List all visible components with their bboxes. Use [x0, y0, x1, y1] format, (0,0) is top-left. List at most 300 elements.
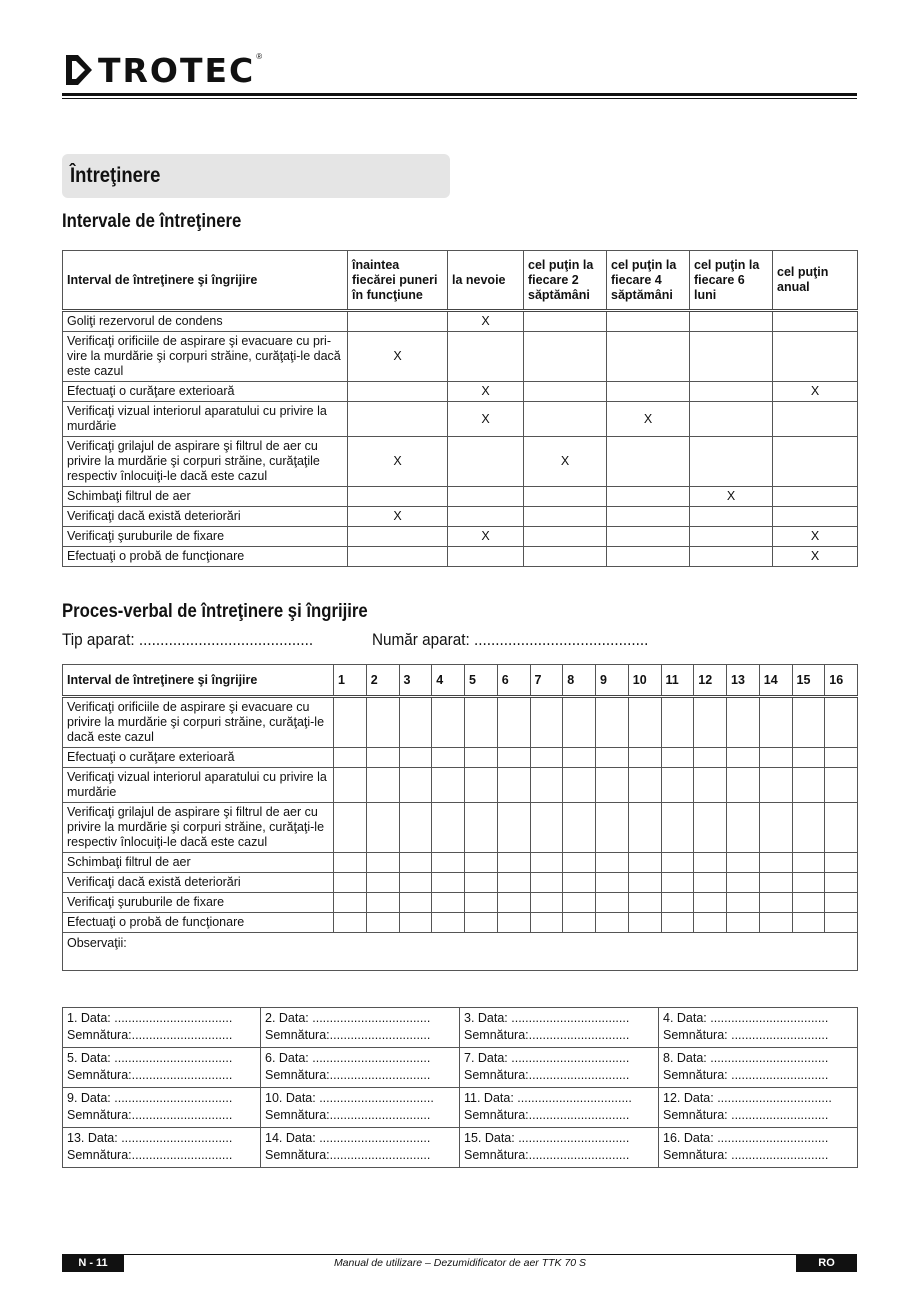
signature-cell[interactable] — [63, 1048, 261, 1088]
check-cell[interactable] — [596, 853, 629, 873]
check-cell[interactable] — [596, 913, 629, 933]
interval-number-header: 11 — [661, 665, 694, 697]
registered-mark: ® — [256, 51, 263, 61]
check-cell[interactable] — [465, 768, 498, 803]
mark-cell — [448, 332, 524, 382]
task-cell: Efectuaţi o probă de funcţionare — [63, 547, 348, 567]
check-cell[interactable] — [727, 748, 760, 768]
date-field: 15. Data: ................................ — [464, 1131, 630, 1145]
trotec-logo-mark — [64, 53, 94, 87]
signature-field: Semnătura:............................. — [265, 1108, 431, 1122]
check-cell[interactable] — [596, 748, 629, 768]
mark-cell: X — [348, 332, 448, 382]
check-cell[interactable] — [432, 873, 465, 893]
check-cell[interactable] — [825, 913, 858, 933]
table-row — [63, 768, 858, 803]
signature-field: Semnătura:............................. — [464, 1028, 630, 1042]
check-cell[interactable] — [628, 873, 661, 893]
task-cell: Goliţi rezervorul de condens — [63, 311, 348, 332]
check-cell[interactable] — [432, 748, 465, 768]
check-cell[interactable] — [465, 853, 498, 873]
check-cell[interactable] — [432, 768, 465, 803]
check-cell[interactable] — [334, 803, 367, 853]
mark-cell — [524, 487, 607, 507]
trotec-logo — [64, 50, 262, 90]
mark-cell — [348, 311, 448, 332]
table-row — [63, 311, 858, 332]
check-cell[interactable] — [628, 853, 661, 873]
date-field: 16. Data: ................................ — [663, 1131, 829, 1145]
task-cell: Verificaţi dacă există deteriorări — [63, 507, 348, 527]
footer-manual-title: Manual de utilizare – Dezumidificator de aer TTK 70 S — [333, 1257, 587, 1269]
check-cell[interactable] — [530, 768, 563, 803]
check-cell[interactable] — [727, 768, 760, 803]
date-field: 5. Data: .................................. — [67, 1051, 233, 1065]
interval-number-header: 6 — [497, 665, 530, 697]
interval-number-header: 10 — [628, 665, 661, 697]
signature-cell[interactable] — [460, 1008, 659, 1048]
check-cell[interactable] — [596, 697, 629, 748]
check-cell[interactable] — [366, 853, 399, 873]
check-cell[interactable] — [432, 893, 465, 913]
signature-field: Semnătura: ............................ — [663, 1028, 829, 1042]
check-cell[interactable] — [628, 893, 661, 913]
mark-cell — [448, 547, 524, 567]
check-cell[interactable] — [825, 748, 858, 768]
table-row — [63, 893, 858, 913]
check-cell[interactable] — [792, 873, 825, 893]
task-cell: Efectuaţi o curăţare exterioară — [63, 382, 348, 402]
check-cell[interactable] — [727, 893, 760, 913]
check-cell[interactable] — [628, 913, 661, 933]
signature-cell[interactable] — [659, 1128, 858, 1168]
mark-cell: X — [773, 547, 858, 567]
check-cell[interactable] — [792, 697, 825, 748]
date-field: 2. Data: .................................. — [265, 1011, 431, 1025]
date-field: 3. Data: .................................. — [464, 1011, 630, 1025]
date-field: 6. Data: .................................. — [265, 1051, 431, 1065]
check-cell[interactable] — [825, 873, 858, 893]
signature-field: Semnătura:............................. — [464, 1068, 630, 1082]
check-cell[interactable] — [727, 913, 760, 933]
signature-field: Semnătura:............................. — [67, 1068, 233, 1082]
date-field: 8. Data: .................................. — [663, 1051, 829, 1065]
mark-cell — [773, 507, 858, 527]
mark-cell — [773, 487, 858, 507]
check-cell[interactable] — [694, 803, 727, 853]
check-cell[interactable] — [759, 913, 792, 933]
mark-cell — [448, 507, 524, 527]
check-cell[interactable] — [366, 748, 399, 768]
mark-cell — [524, 527, 607, 547]
check-cell[interactable] — [366, 873, 399, 893]
signature-cell[interactable] — [63, 1088, 261, 1128]
mark-cell: X — [690, 487, 773, 507]
check-cell[interactable] — [465, 913, 498, 933]
log-title: Proces-verbal de întreţinere şi îngrijire — [62, 601, 368, 622]
check-cell[interactable] — [628, 768, 661, 803]
check-cell[interactable] — [628, 748, 661, 768]
check-cell[interactable] — [628, 697, 661, 748]
check-cell[interactable] — [497, 893, 530, 913]
device-type-field: Tip aparat: ......................................... — [62, 630, 314, 649]
check-cell[interactable] — [432, 803, 465, 853]
column-header: cel puţin anual — [773, 251, 858, 311]
check-cell[interactable] — [497, 853, 530, 873]
check-cell[interactable] — [530, 873, 563, 893]
signature-cell[interactable] — [659, 1088, 858, 1128]
signature-field: Semnătura:............................. — [265, 1148, 431, 1162]
interval-number-header: 13 — [727, 665, 760, 697]
check-cell[interactable] — [825, 893, 858, 913]
interval-number-header: 4 — [432, 665, 465, 697]
mark-cell: X — [348, 437, 448, 487]
check-cell[interactable] — [530, 913, 563, 933]
signature-cell[interactable] — [261, 1128, 460, 1168]
date-field: 4. Data: .................................. — [663, 1011, 829, 1025]
column-header: Interval de întreţinere şi îngrijire — [63, 665, 334, 697]
mark-cell — [348, 382, 448, 402]
signature-cell[interactable] — [261, 1048, 460, 1088]
check-cell[interactable] — [563, 803, 596, 853]
header-rule-thin — [62, 98, 857, 99]
signature-field: Semnătura:............................. — [67, 1148, 233, 1162]
language-badge: RO — [796, 1254, 857, 1272]
mark-cell — [690, 382, 773, 402]
check-cell[interactable] — [366, 913, 399, 933]
date-field: 10. Data: ................................. — [265, 1091, 434, 1105]
task-cell: Efectuaţi o probă de funcţionare — [63, 913, 334, 933]
check-cell[interactable] — [759, 893, 792, 913]
date-field: 14. Data: ................................ — [265, 1131, 431, 1145]
signature-field: Semnătura:............................. — [464, 1108, 630, 1122]
task-cell: Efectuaţi o curăţare exterioară — [63, 748, 334, 768]
log-table — [62, 664, 858, 971]
check-cell[interactable] — [399, 893, 432, 913]
check-cell[interactable] — [334, 913, 367, 933]
signature-cell[interactable] — [63, 1008, 261, 1048]
signature-cell[interactable] — [460, 1048, 659, 1088]
signature-cell[interactable] — [460, 1088, 659, 1128]
check-cell[interactable] — [563, 873, 596, 893]
check-cell[interactable] — [694, 697, 727, 748]
mark-cell: X — [448, 382, 524, 402]
check-cell[interactable] — [759, 873, 792, 893]
interval-number-header: 9 — [596, 665, 629, 697]
check-cell[interactable] — [465, 873, 498, 893]
signature-cell[interactable] — [659, 1048, 858, 1088]
check-cell[interactable] — [563, 768, 596, 803]
mark-cell — [348, 547, 448, 567]
check-cell[interactable] — [530, 748, 563, 768]
task-cell: Verificaţi dacă există deteriorări — [63, 873, 334, 893]
check-cell[interactable] — [661, 768, 694, 803]
check-cell[interactable] — [530, 893, 563, 913]
task-cell: Verificaţi orificiile de aspirare şi evacuare cu privire la murdărie şi corpuri străine, curăţaţi-le dacă este cazul — [63, 697, 334, 748]
check-cell[interactable] — [759, 853, 792, 873]
check-cell[interactable] — [432, 697, 465, 748]
signature-cell[interactable] — [460, 1128, 659, 1168]
check-cell[interactable] — [694, 913, 727, 933]
check-cell[interactable] — [334, 873, 367, 893]
mark-cell — [524, 332, 607, 382]
signature-field: Semnătura:............................. — [67, 1108, 233, 1122]
date-field: 7. Data: .................................. — [464, 1051, 630, 1065]
signature-cell[interactable] — [261, 1088, 460, 1128]
mark-cell — [690, 507, 773, 527]
signature-field: Semnătura: ............................ — [663, 1148, 829, 1162]
column-header: cel puţin la fiecare 6 luni — [690, 251, 773, 311]
mark-cell: X — [348, 507, 448, 527]
interval-number-header: 3 — [399, 665, 432, 697]
check-cell[interactable] — [694, 893, 727, 913]
check-cell[interactable] — [399, 853, 432, 873]
check-cell[interactable] — [334, 853, 367, 873]
check-cell[interactable] — [399, 873, 432, 893]
check-cell[interactable] — [497, 803, 530, 853]
check-cell[interactable] — [334, 768, 367, 803]
mark-cell — [524, 402, 607, 437]
date-field: 13. Data: ................................ — [67, 1131, 233, 1145]
column-header: cel puţin la fiecare 4 săptămâni — [607, 251, 690, 311]
table-row — [63, 527, 858, 547]
table-row — [63, 437, 858, 487]
mark-cell — [773, 311, 858, 332]
mark-cell — [607, 437, 690, 487]
check-cell[interactable] — [727, 803, 760, 853]
task-cell: Schimbaţi filtrul de aer — [63, 853, 334, 873]
mark-cell — [348, 402, 448, 437]
check-cell[interactable] — [825, 697, 858, 748]
interval-number-header: 8 — [563, 665, 596, 697]
check-cell[interactable] — [661, 803, 694, 853]
check-cell[interactable] — [727, 873, 760, 893]
check-cell[interactable] — [596, 893, 629, 913]
interval-number-header: 7 — [530, 665, 563, 697]
mark-cell — [690, 527, 773, 547]
check-cell[interactable] — [727, 697, 760, 748]
interval-number-header: 14 — [759, 665, 792, 697]
signature-row — [63, 1008, 858, 1048]
check-cell[interactable] — [792, 893, 825, 913]
check-cell[interactable] — [563, 853, 596, 873]
table-row — [63, 697, 858, 748]
mark-cell: X — [448, 311, 524, 332]
mark-cell: X — [607, 402, 690, 437]
interval-number-header: 2 — [366, 665, 399, 697]
check-cell[interactable] — [366, 768, 399, 803]
table-row — [63, 913, 858, 933]
check-cell[interactable] — [825, 768, 858, 803]
mark-cell — [607, 311, 690, 332]
task-cell: Verificaţi vizual interiorul aparatului cu privire la murdărie — [63, 402, 348, 437]
check-cell[interactable] — [661, 893, 694, 913]
check-cell[interactable] — [497, 913, 530, 933]
check-cell[interactable] — [465, 748, 498, 768]
mark-cell — [773, 402, 858, 437]
check-cell[interactable] — [694, 873, 727, 893]
check-cell[interactable] — [759, 803, 792, 853]
mark-cell: X — [524, 437, 607, 487]
check-cell[interactable] — [661, 853, 694, 873]
task-cell: Verificaţi şuruburile de fixare — [63, 527, 348, 547]
check-cell[interactable] — [530, 853, 563, 873]
check-cell[interactable] — [759, 697, 792, 748]
mark-cell — [524, 507, 607, 527]
device-number-field: Număr aparat: ......................................... — [372, 630, 649, 649]
log-header-row — [63, 665, 858, 697]
table-row — [63, 402, 858, 437]
check-cell[interactable] — [497, 697, 530, 748]
check-cell[interactable] — [465, 697, 498, 748]
mark-cell — [348, 527, 448, 547]
signature-row — [63, 1048, 858, 1088]
check-cell[interactable] — [792, 913, 825, 933]
check-cell[interactable] — [399, 913, 432, 933]
check-cell[interactable] — [825, 803, 858, 853]
check-cell[interactable] — [628, 803, 661, 853]
check-cell[interactable] — [596, 873, 629, 893]
observations-row — [63, 933, 858, 971]
mark-cell: X — [448, 402, 524, 437]
check-cell[interactable] — [497, 768, 530, 803]
column-header: cel puţin la fiecare 2 săptămâni — [524, 251, 607, 311]
table-row — [63, 748, 858, 768]
intervals-header-row — [63, 251, 858, 311]
task-cell: Verificaţi şuruburile de fixare — [63, 893, 334, 913]
check-cell[interactable] — [694, 853, 727, 873]
check-cell[interactable] — [432, 913, 465, 933]
table-row — [63, 332, 858, 382]
signature-field: Semnătura: ............................ — [663, 1108, 829, 1122]
mark-cell — [773, 332, 858, 382]
date-field: 9. Data: .................................. — [67, 1091, 233, 1105]
check-cell[interactable] — [399, 697, 432, 748]
check-cell[interactable] — [727, 853, 760, 873]
check-cell[interactable] — [530, 803, 563, 853]
check-cell[interactable] — [694, 768, 727, 803]
check-cell[interactable] — [465, 803, 498, 853]
check-cell[interactable] — [759, 748, 792, 768]
task-cell: Verificaţi vizual interiorul aparatului cu privire la murdărie — [63, 768, 334, 803]
check-cell[interactable] — [563, 893, 596, 913]
check-cell[interactable] — [563, 913, 596, 933]
check-cell[interactable] — [366, 893, 399, 913]
check-cell[interactable] — [497, 748, 530, 768]
observations-field[interactable]: Observaţii: — [63, 933, 858, 971]
mark-cell — [690, 332, 773, 382]
mark-cell — [607, 487, 690, 507]
signature-field: Semnătura:............................. — [265, 1028, 431, 1042]
table-row — [63, 853, 858, 873]
mark-cell — [448, 487, 524, 507]
check-cell[interactable] — [661, 697, 694, 748]
signature-row — [63, 1088, 858, 1128]
mark-cell: X — [773, 382, 858, 402]
signature-field: Semnătura:............................. — [265, 1068, 431, 1082]
table-row — [63, 873, 858, 893]
check-cell[interactable] — [792, 748, 825, 768]
mark-cell: X — [773, 527, 858, 547]
signature-table — [62, 1007, 858, 1168]
check-cell[interactable] — [759, 768, 792, 803]
check-cell[interactable] — [563, 697, 596, 748]
check-cell[interactable] — [530, 697, 563, 748]
check-cell[interactable] — [825, 853, 858, 873]
interval-number-header: 12 — [694, 665, 727, 697]
table-row — [63, 803, 858, 853]
signature-field: Semnătura:............................. — [464, 1148, 630, 1162]
interval-number-header: 1 — [334, 665, 367, 697]
brand-name: TROTEC — [98, 50, 256, 90]
mark-cell — [524, 311, 607, 332]
date-field: 12. Data: ................................. — [663, 1091, 832, 1105]
table-row — [63, 382, 858, 402]
intervals-title: Intervale de întreţinere — [62, 211, 242, 232]
check-cell[interactable] — [334, 893, 367, 913]
check-cell[interactable] — [596, 803, 629, 853]
date-field: 1. Data: .................................. — [67, 1011, 233, 1025]
mark-cell — [690, 402, 773, 437]
check-cell[interactable] — [661, 913, 694, 933]
check-cell[interactable] — [465, 893, 498, 913]
intervals-table — [62, 250, 858, 567]
check-cell[interactable] — [366, 697, 399, 748]
task-cell: Verificaţi orificiile de aspirare şi evacuare cu pri-vire la murdărie şi corpuri străine, curăţaţi-le dacă este cazul — [63, 332, 348, 382]
check-cell[interactable] — [792, 803, 825, 853]
mark-cell — [690, 311, 773, 332]
check-cell[interactable] — [334, 748, 367, 768]
check-cell[interactable] — [792, 768, 825, 803]
mark-cell — [607, 382, 690, 402]
check-cell[interactable] — [399, 768, 432, 803]
mark-cell: X — [448, 527, 524, 547]
check-cell[interactable] — [661, 873, 694, 893]
check-cell[interactable] — [399, 803, 432, 853]
task-cell: Schimbaţi filtrul de aer — [63, 487, 348, 507]
mark-cell — [773, 437, 858, 487]
date-field: 11. Data: ................................. — [464, 1091, 632, 1105]
mark-cell — [690, 437, 773, 487]
check-cell[interactable] — [366, 803, 399, 853]
interval-number-header: 5 — [465, 665, 498, 697]
check-cell[interactable] — [694, 748, 727, 768]
table-row — [63, 507, 858, 527]
section-title: Întreţinere — [70, 164, 161, 187]
check-cell[interactable] — [399, 748, 432, 768]
check-cell[interactable] — [596, 768, 629, 803]
check-cell[interactable] — [563, 748, 596, 768]
column-header: la nevoie — [448, 251, 524, 311]
page-number: N - 11 — [62, 1254, 124, 1272]
signature-cell[interactable] — [261, 1008, 460, 1048]
task-cell: Verificaţi grilajul de aspirare şi filtrul de aer cu privire la murdărie şi corpuri străine, curăţaţile respectiv înlocuiţi-le dacă este cazul — [63, 437, 348, 487]
check-cell[interactable] — [661, 748, 694, 768]
mark-cell — [607, 507, 690, 527]
signature-cell[interactable] — [659, 1008, 858, 1048]
check-cell[interactable] — [334, 697, 367, 748]
mark-cell — [607, 332, 690, 382]
signature-cell[interactable] — [63, 1128, 261, 1168]
check-cell[interactable] — [792, 853, 825, 873]
check-cell[interactable] — [497, 873, 530, 893]
table-row — [63, 547, 858, 567]
signature-row — [63, 1128, 858, 1168]
check-cell[interactable] — [432, 853, 465, 873]
mark-cell — [690, 547, 773, 567]
interval-number-header: 16 — [825, 665, 858, 697]
signature-field: Semnătura:............................. — [67, 1028, 233, 1042]
